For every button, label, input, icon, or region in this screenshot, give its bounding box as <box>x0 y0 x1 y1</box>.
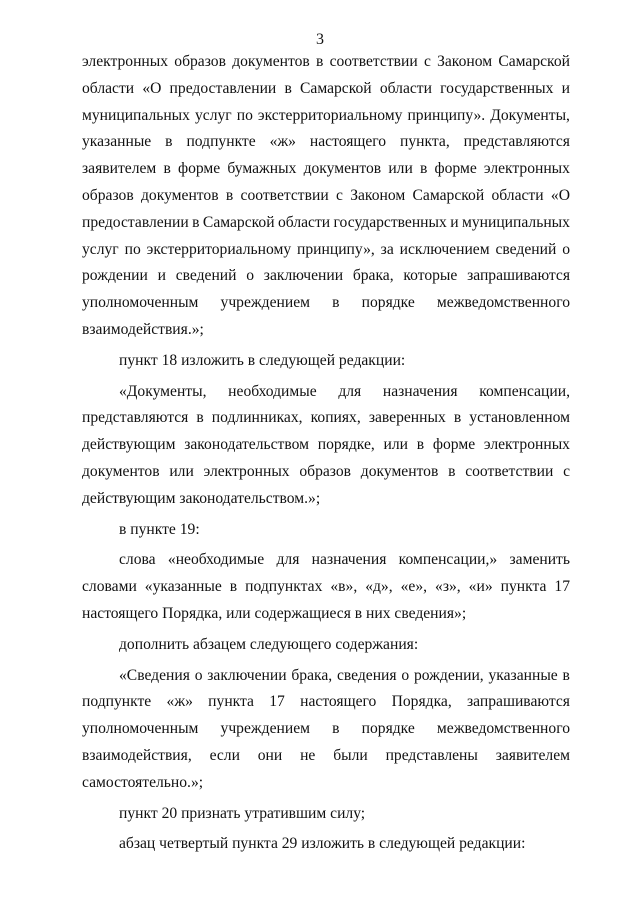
word: форме <box>432 436 476 454</box>
word: они <box>257 746 283 764</box>
word: образов <box>299 462 352 480</box>
word: Самарской <box>498 53 570 70</box>
word: или <box>383 436 409 454</box>
document-body <box>82 49 570 858</box>
word: «е», <box>400 578 428 596</box>
word: брака, <box>352 267 394 285</box>
word: с <box>423 53 431 70</box>
word: «О <box>142 79 162 97</box>
word: назначения <box>382 382 458 400</box>
word: которые <box>403 267 458 285</box>
word: настоящего <box>309 133 387 151</box>
word: «О <box>550 186 570 204</box>
word: электронных <box>483 160 570 178</box>
text-line <box>82 210 570 237</box>
word: принципу», <box>297 240 375 258</box>
word: пункта, <box>400 133 450 151</box>
word: заменить <box>509 551 570 569</box>
text-line <box>82 743 570 770</box>
word: экстерриториальному <box>257 106 403 124</box>
word: «д», <box>365 578 393 596</box>
text-line <box>82 237 570 264</box>
word: документов <box>360 462 439 480</box>
word: пункта <box>208 693 254 711</box>
text-line: самостоятельно.»; <box>82 773 204 791</box>
word: форме <box>177 160 221 178</box>
word: в <box>332 720 340 738</box>
word: «з», <box>435 578 461 596</box>
word: «ж» <box>269 133 296 151</box>
word: порядке <box>361 720 415 738</box>
word: экстерриториальному <box>146 240 292 258</box>
word: копиях, <box>310 409 361 427</box>
paragraph-line <box>82 379 570 406</box>
word: в <box>562 666 570 684</box>
word: в <box>225 186 234 204</box>
word: соответствии <box>329 53 418 70</box>
word: для <box>276 551 300 569</box>
word: указанные <box>82 133 152 151</box>
word: электронных <box>203 462 290 480</box>
word: подпункте <box>186 133 256 151</box>
word: области <box>491 186 544 204</box>
word: слова <box>119 551 156 569</box>
word: подпунктах <box>245 578 323 596</box>
word: с <box>563 462 570 480</box>
word: исключением <box>399 240 490 258</box>
word: заключении <box>263 267 344 285</box>
paragraph-line: дополнить абзацем следующего содержания: <box>119 635 419 653</box>
word: «в», <box>330 578 358 596</box>
text-line: действующим законодательством.»; <box>82 489 321 507</box>
word: представляются <box>82 409 189 427</box>
word: в <box>448 462 456 480</box>
word: запрашиваются <box>467 693 570 711</box>
word: заявителем <box>82 160 157 178</box>
word: заключении <box>207 666 287 684</box>
text-line <box>82 459 570 486</box>
word: электронных <box>82 53 169 70</box>
word: учреждением <box>220 720 311 738</box>
word: услуг <box>195 106 232 124</box>
text-line <box>82 689 570 716</box>
word: по <box>236 106 253 124</box>
word: государственных <box>440 79 554 97</box>
word: брака, <box>291 666 333 684</box>
text-line <box>82 432 570 459</box>
word: установленном <box>469 409 570 427</box>
word: не <box>300 746 316 764</box>
word: компенсации, <box>479 382 570 400</box>
word: за <box>380 240 394 258</box>
word: о <box>401 666 410 684</box>
text-line <box>82 290 570 317</box>
word: по <box>124 240 141 258</box>
word: и <box>157 267 166 285</box>
word: в <box>192 213 200 231</box>
word: «Сведения <box>119 666 190 684</box>
word: рождении, <box>413 666 484 684</box>
word: области <box>379 79 432 97</box>
text-line <box>82 76 570 103</box>
word: рождении <box>82 267 148 285</box>
word: заявителем <box>495 746 570 764</box>
word: Самарской <box>202 213 275 231</box>
word: области <box>82 79 135 97</box>
word: о <box>194 666 203 684</box>
word: представляются <box>463 133 570 151</box>
text-line <box>82 183 570 210</box>
word: образов <box>174 53 226 70</box>
word: в <box>332 294 340 312</box>
word: сведения <box>336 666 397 684</box>
word: Документы, <box>490 106 570 124</box>
word: о <box>246 267 255 285</box>
word: Законом <box>350 186 406 204</box>
word: государственных <box>333 213 447 231</box>
paragraph-line <box>82 547 570 574</box>
word: и <box>450 213 459 231</box>
word: образов <box>82 186 134 204</box>
word: настоящего <box>300 693 377 711</box>
text-line <box>82 103 570 130</box>
word: уполномоченным <box>82 294 199 312</box>
word: форме <box>434 160 477 178</box>
word: сведений <box>495 240 557 258</box>
word: 17 <box>554 578 570 596</box>
word: принципу». <box>407 106 486 124</box>
word: услуг <box>82 240 119 258</box>
word: подлинниках, <box>211 409 303 427</box>
word: «необходимые <box>167 551 265 569</box>
word: для <box>338 382 362 400</box>
word: компенсации,» <box>398 551 498 569</box>
word: указанные <box>488 666 558 684</box>
word: необходимые <box>228 382 317 400</box>
word: назначения <box>311 551 387 569</box>
text-line <box>82 156 570 183</box>
word: документов <box>303 160 382 178</box>
word: и <box>561 79 570 97</box>
word: документов <box>82 462 160 480</box>
word: муниципальных <box>461 213 570 231</box>
word: действующим <box>82 436 176 454</box>
text-line <box>82 49 570 76</box>
word: были <box>333 746 368 764</box>
word: подпункте <box>82 693 152 711</box>
word: «Документы, <box>119 382 207 400</box>
word: запрашиваются <box>467 267 570 285</box>
word: в <box>416 436 425 454</box>
word: в <box>163 160 171 178</box>
paragraph-line <box>82 663 570 690</box>
word: учреждением <box>220 294 311 312</box>
word: области <box>277 213 331 231</box>
word: уполномоченным <box>82 720 199 738</box>
word: документов <box>232 53 310 70</box>
word: порядке <box>361 294 415 312</box>
word: в <box>316 53 324 70</box>
word: соответствии <box>465 462 554 480</box>
word: в <box>196 409 204 427</box>
word: межведомственного <box>436 720 570 738</box>
word: представлены <box>385 746 478 764</box>
word: муниципальных <box>82 106 190 124</box>
text-line: взаимодействия.»; <box>82 320 204 338</box>
word: документов <box>140 186 219 204</box>
word: Самарской <box>300 79 372 97</box>
word: в <box>229 578 238 596</box>
paragraph-line: пункт 18 изложить в следующей редакции: <box>119 351 406 369</box>
word: в <box>165 133 173 151</box>
word: предоставлении <box>82 213 189 231</box>
word: «ж» <box>166 693 193 711</box>
word: в <box>284 79 292 97</box>
paragraph-line: пункт 20 признать утратившим силу; <box>119 804 366 822</box>
word: о <box>562 240 570 258</box>
word: сведений <box>175 267 237 285</box>
text-line <box>82 263 570 290</box>
word: электронных <box>483 436 570 454</box>
word: соответствии <box>240 186 329 204</box>
word: бумажных <box>227 160 297 178</box>
word: 17 <box>269 693 285 711</box>
word: заверенных <box>368 409 446 427</box>
word: словами <box>82 578 137 596</box>
word: «и» <box>468 578 493 596</box>
word: в <box>419 160 428 178</box>
word: взаимодействия, <box>82 746 192 764</box>
paragraph-line: абзац четвертый пункта 29 изложить в следующей редакции: <box>119 835 526 853</box>
word: Законом <box>437 53 493 70</box>
word: законодательством <box>184 436 309 454</box>
word: или <box>388 160 413 178</box>
word: порядке, <box>317 436 375 454</box>
text-line: настоящего Порядка, или содержащиеся в них сведения»; <box>82 604 467 622</box>
word: предоставлении <box>169 79 277 97</box>
word: межведомственного <box>436 294 570 312</box>
word: Порядка, <box>391 693 452 711</box>
word: в <box>453 409 462 427</box>
word: «указанные <box>144 578 222 596</box>
paragraph-line: в пункте 19: <box>119 520 200 538</box>
page-number: 3 <box>316 31 324 48</box>
word: с <box>335 186 343 204</box>
text-line <box>82 716 570 743</box>
word: или <box>169 462 194 480</box>
text-line <box>82 405 570 432</box>
text-line <box>82 574 570 601</box>
word: если <box>209 746 240 764</box>
word: Самарской <box>412 186 485 204</box>
word: пункта <box>500 578 547 596</box>
text-line <box>82 129 570 156</box>
